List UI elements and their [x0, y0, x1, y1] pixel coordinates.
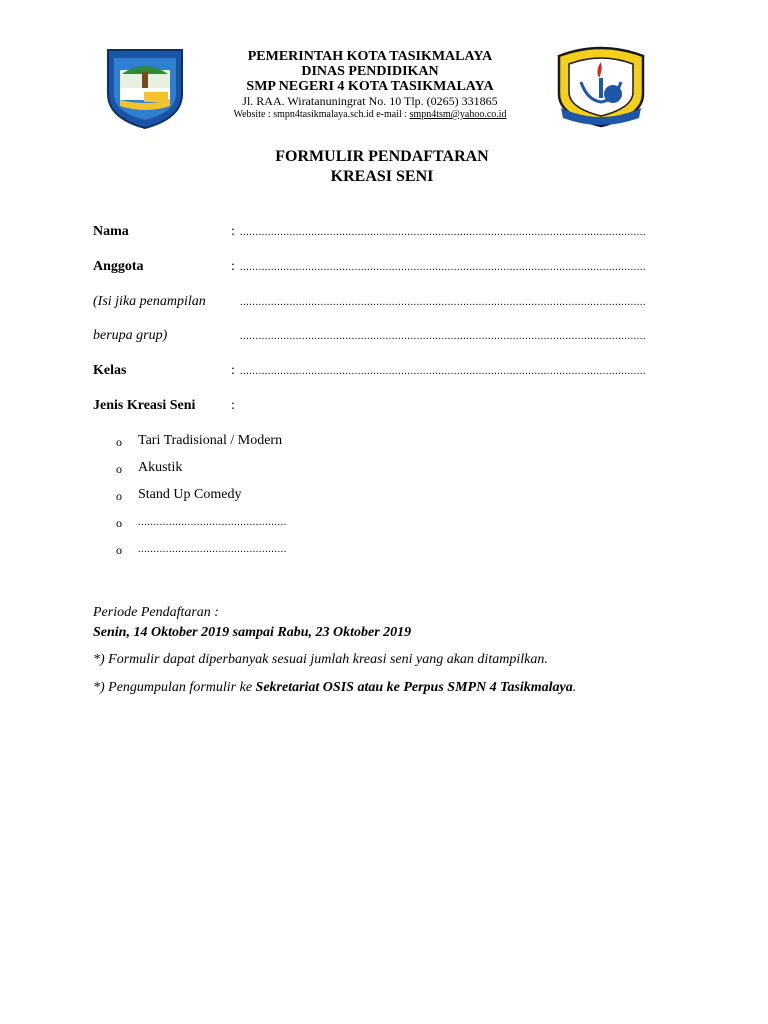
- form-title: FORMULIR PENDAFTARAN: [275, 148, 489, 165]
- option-tari[interactable]: [116, 433, 516, 455]
- option-label: Tari Tradisional / Modern: [138, 433, 283, 448]
- field-colon: :: [231, 363, 235, 378]
- school-emblem-icon: [553, 42, 649, 128]
- fill-in-line[interactable]: ................................................: [138, 544, 287, 555]
- header-government: PEMERINTAH KOTA TASIKMALAYA: [247, 49, 493, 64]
- header-contact: [190, 108, 550, 121]
- note-submission-suffix: .: [572, 680, 577, 695]
- option-stand-up-comedy[interactable]: [116, 487, 516, 509]
- bullet-icon: o: [116, 543, 122, 557]
- bullet-icon: o: [116, 435, 122, 449]
- fill-in-line[interactable]: ...................................................................................................................................: [240, 297, 647, 308]
- header-department: DINAS PENDIDIKAN: [301, 64, 439, 79]
- header-address: Jl. RAA. Wiratanuningrat No. 10 Tlp. (0265) 331865: [242, 94, 498, 108]
- fill-in-line[interactable]: ................................................: [138, 517, 287, 528]
- field-label: berupa grup): [93, 328, 168, 343]
- field-nama[interactable]: [93, 224, 673, 246]
- option-label: Akustik: [138, 460, 183, 475]
- note-submission-prefix: *) Pengumpulan formulir ke: [93, 680, 256, 695]
- field-colon: :: [231, 224, 235, 239]
- option-other-1[interactable]: [116, 514, 516, 536]
- fill-in-line[interactable]: ...................................................................................................................................: [240, 331, 647, 342]
- form-subtitle: KREASI SENI: [330, 168, 434, 185]
- field-label: Jenis Kreasi Seni: [93, 398, 196, 413]
- field-colon: :: [231, 259, 235, 274]
- field-label: Anggota: [93, 259, 144, 274]
- period-value: Senin, 14 Oktober 2019 sampai Rabu, 23 Oktober 2019: [93, 625, 412, 640]
- field-label: (Isi jika penampilan: [93, 294, 206, 309]
- option-other-2[interactable]: [116, 541, 516, 563]
- field-colon: :: [231, 398, 235, 413]
- period-label: Periode Pendaftaran :: [93, 605, 219, 620]
- header-email-link[interactable]: smpn4tsm@yahoo.co.id: [409, 109, 507, 120]
- field-anggota[interactable]: [93, 259, 673, 281]
- field-kelas[interactable]: [93, 363, 673, 385]
- bullet-icon: o: [116, 489, 122, 503]
- field-anggota-note-1[interactable]: [93, 294, 673, 316]
- fill-in-line[interactable]: ...................................................................................................................................: [240, 227, 647, 238]
- note-submission: [93, 680, 693, 696]
- field-anggota-note-2[interactable]: [93, 328, 673, 350]
- fill-in-line[interactable]: ...................................................................................................................................: [240, 366, 647, 377]
- field-label: Kelas: [93, 363, 127, 378]
- bullet-icon: o: [116, 462, 122, 476]
- option-label: Stand Up Comedy: [138, 487, 242, 502]
- note-duplicate: *) Formulir dapat diperbanyak sesuai jumlah kreasi seni yang akan ditampilkan.: [93, 652, 548, 667]
- option-akustik[interactable]: [116, 460, 516, 482]
- header-website: Website : smpn4tasikmalaya.sch.id e-mail :: [233, 109, 410, 120]
- field-jenis-kreasi-seni: [93, 398, 673, 420]
- city-emblem-icon: [104, 44, 186, 130]
- note-submission-location: Sekretariat OSIS atau ke Perpus SMPN 4 Tasikmalaya: [255, 680, 573, 695]
- fill-in-line[interactable]: ...................................................................................................................................: [240, 262, 647, 273]
- bullet-icon: o: [116, 516, 122, 530]
- field-label: Nama: [93, 224, 129, 239]
- header-school-name: SMP NEGERI 4 KOTA TASIKMALAYA: [246, 79, 494, 94]
